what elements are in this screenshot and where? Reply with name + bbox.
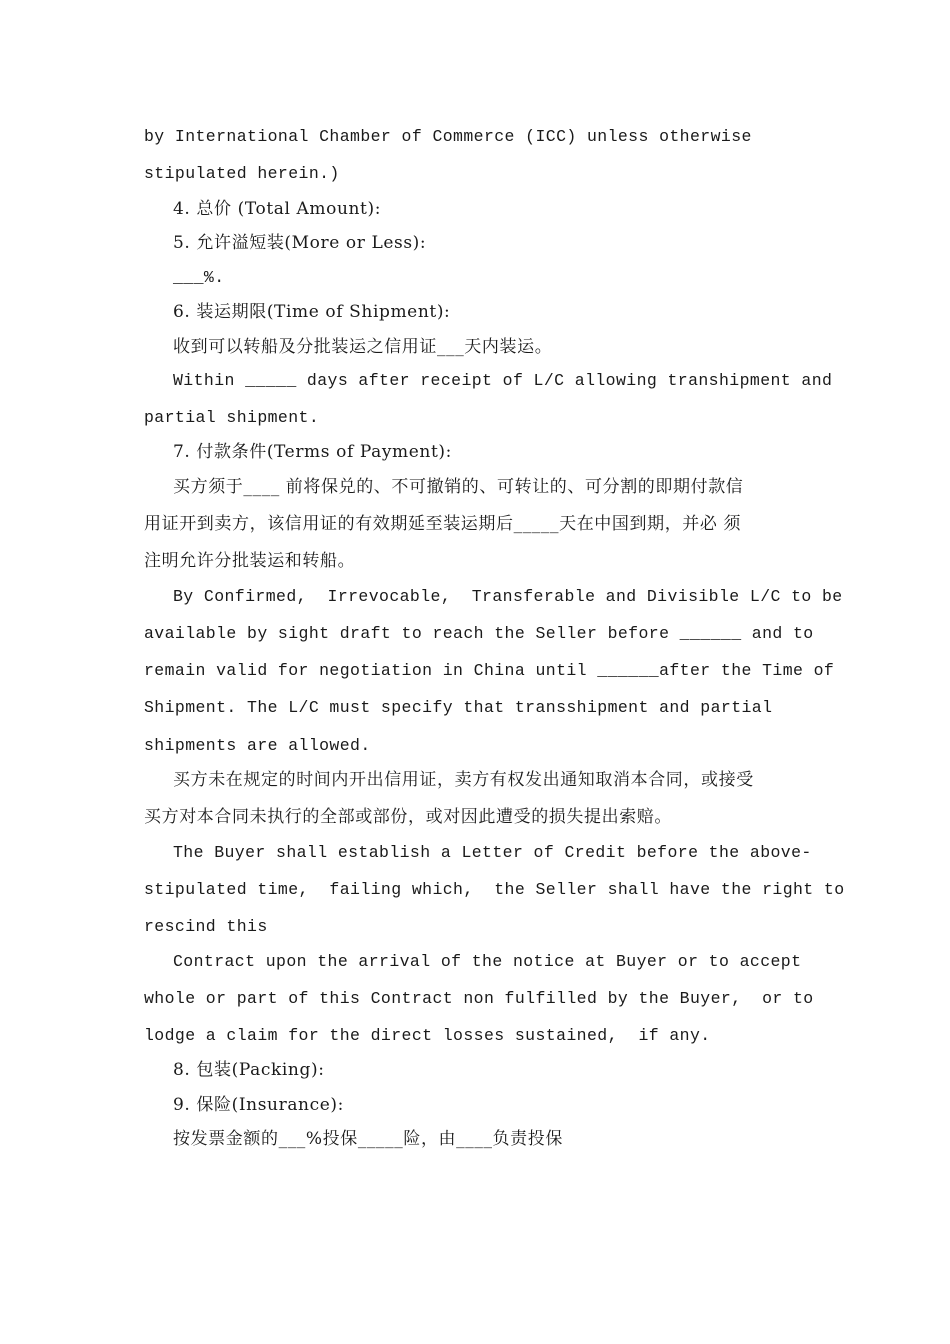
text-line: ___%.	[173, 268, 225, 287]
section-heading-total-amount: 4. 总价 (Total Amount):	[173, 199, 382, 219]
text-line: 收到可以转船及分批装运之信用证___天内装运。	[173, 337, 553, 357]
text-line: remain valid for negotiation in China until ______after the Time of	[144, 661, 835, 680]
text-line: shipments are allowed.	[144, 736, 371, 755]
section-heading-packing: 8. 包装(Packing):	[173, 1060, 325, 1080]
section-heading-more-or-less: 5. 允许溢短装(More or Less):	[173, 233, 427, 253]
section-heading-time-of-shipment: 6. 装运期限(Time of Shipment):	[173, 302, 451, 322]
text-line: Contract upon the arrival of the notice at Buyer or to accept	[173, 952, 802, 971]
text-line: stipulated time, failing which, the Seller shall have the right to	[144, 880, 845, 899]
text-line: 买方未在规定的时间内开出信用证，卖方有权发出通知取消本合同，或接受	[173, 770, 754, 790]
text-line: available by sight draft to reach the Seller before ______ and to	[144, 624, 814, 643]
text-line: rescind this	[144, 917, 268, 936]
section-heading-terms-of-payment: 7. 付款条件(Terms of Payment):	[173, 442, 452, 462]
text-line: by International Chamber of Commerce (ICC) unless otherwise	[144, 127, 752, 146]
text-line: whole or part of this Contract non fulfilled by the Buyer, or to	[144, 989, 814, 1008]
text-line: Within _____ days after receipt of L/C allowing transhipment and	[173, 371, 833, 390]
text-line: stipulated herein.)	[144, 164, 340, 183]
text-line: partial shipment.	[144, 408, 320, 427]
text-line: lodge a claim for the direct losses sustained, if any.	[144, 1026, 711, 1045]
text-line: 按发票金额的___%投保_____险，由____负责投保	[173, 1129, 563, 1149]
text-line: By Confirmed, Irrevocable, Transferable and Divisible L/C to be	[173, 587, 843, 606]
section-heading-insurance: 9. 保险(Insurance):	[173, 1095, 344, 1115]
text-line: 买方对本合同未执行的全部或部份，或对因此遭受的损失提出索赔。	[144, 807, 672, 827]
text-line: The Buyer shall establish a Letter of Credit before the above-	[173, 843, 812, 862]
text-line: 注明允许分批装运和转船。	[144, 551, 356, 571]
text-line: 用证开到卖方，该信用证的有效期延至装运期后_____天在中国到期，并必 须	[144, 514, 742, 534]
text-line: 买方须于____ 前将保兑的、不可撤销的、可转让的、可分割的即期付款信	[173, 477, 744, 497]
text-line: Shipment. The L/C must specify that transshipment and partial	[144, 698, 773, 717]
